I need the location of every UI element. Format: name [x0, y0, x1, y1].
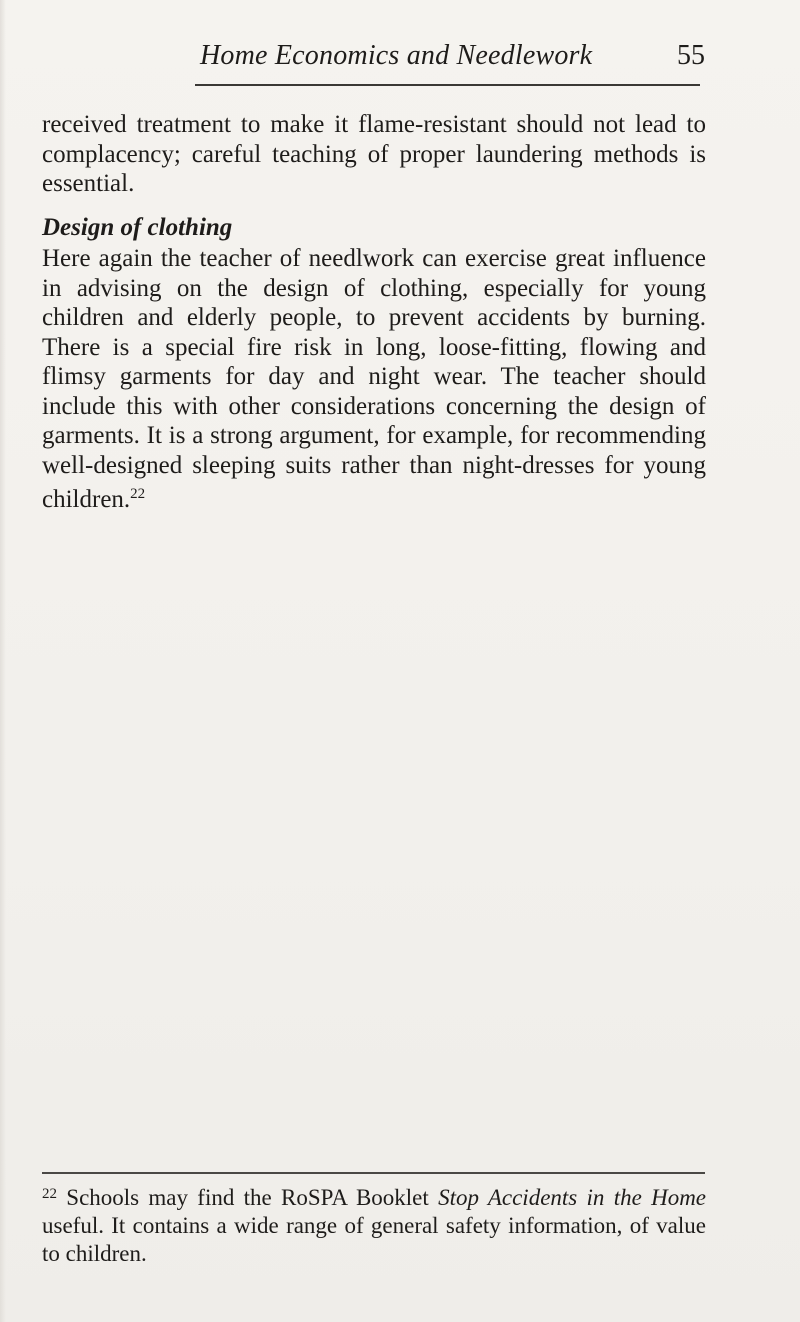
section-heading: Design of clothing — [42, 214, 233, 241]
running-title: Home Economics and Needlework — [200, 40, 593, 71]
running-header — [200, 40, 705, 84]
section-paragraph — [42, 244, 706, 515]
section-paragraph-text: Here again the teacher of needlwork can exercise great influence in advising on the design of clothing, especially for young children and elderly people, to prevent accidents by burning. There is a special fire risk in long, loose-fitting, flowing and flimsy garments for day and night wear. The teacher should include this with other considerations concerning the design of garments. It is a strong argument, for example, for recommending well-designed sleeping suits rather than night-dresses for young children. — [42, 245, 706, 513]
footnote-number: 22 — [42, 1186, 57, 1202]
footnote-reference: 22 — [130, 486, 146, 502]
footnote-text-before: Schools may find the RoSPA Booklet — [66, 1185, 439, 1210]
page-edge-shadow — [0, 0, 6, 1322]
paragraph-continued: received treatment to make it flame-resistant should not lead to complacency; careful teaching of proper laundering methods is essential. — [42, 111, 706, 197]
footnote-text-after: useful. It contains a wide range of general safety information, of value to children. — [42, 1213, 706, 1266]
footnote-rule — [42, 1172, 705, 1174]
page-number: 55 — [677, 40, 705, 71]
header-rule — [195, 84, 700, 86]
footnote-booklet-title: Stop Accidents in the Home — [438, 1185, 707, 1210]
footnote — [42, 1180, 706, 1268]
